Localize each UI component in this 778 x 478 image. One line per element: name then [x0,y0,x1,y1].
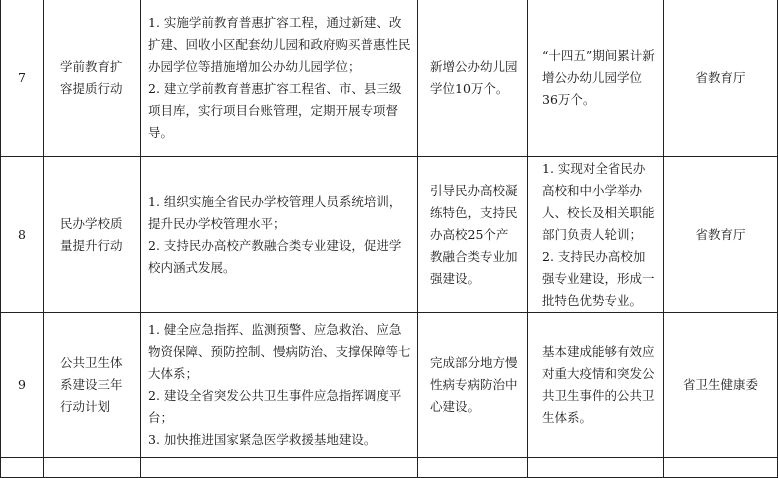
effect-item: 1. 实现对全省民办高校和中小学举办人、校长及相关职能部门负责人轮训； [542,160,655,242]
empty-cell [1,458,44,478]
target-goal: 完成部分地方慢性病专病防治中心建设。 [418,313,528,458]
task-item: 3. 加快推进国家紧急医学救援基地建设。 [148,432,377,447]
table-row [1,0,778,157]
row-number: 7 [1,0,44,157]
row-number: 8 [1,157,44,313]
action-name: 学前教育扩容提质行动 [44,0,141,157]
effect-item: “十四五”期间累计新增公办幼儿园学位36万个。 [542,48,655,107]
task-item: 1. 健全应急指挥、监测预警、应急救治、应急物资保障、预防控制、慢病防治、支撑保障等七大体系； [148,322,411,381]
task-item: 2. 建设全省突发公共卫生事件应急指挥调度平台； [148,388,402,425]
effect-item: 基本建成能够有效应对重大疫情和突发公共卫生事件的公共卫生体系。 [542,344,655,425]
expected-effect [528,313,664,458]
task-list [141,313,418,458]
table-row [1,157,778,313]
responsible-department: 省教育厅 [664,0,778,157]
task-item: 2. 建立学前教育普惠扩容工程省、市、县三级项目库，实行项目台账管理，定期开展专项督导。 [148,81,402,140]
empty-cell [528,458,664,478]
task-item: 2. 支持民办高校产教融合类专业建设，促进学校内涵式发展。 [148,237,402,275]
table-row [1,458,778,478]
table-row [1,313,778,458]
empty-cell [44,458,141,478]
empty-cell [664,458,778,478]
expected-effect [528,0,664,157]
task-list [141,0,418,157]
row-number: 9 [1,313,44,458]
action-name: 民办学校质量提升行动 [44,157,141,313]
task-item: 1. 组织实施全省民办学校管理人员系统培训，提升民办学校管理水平； [148,193,402,231]
responsible-department: 省教育厅 [664,157,778,313]
target-goal: 引导民办高校凝练特色，支持民办高校25个产教融合类专业加强建设。 [418,157,528,313]
task-item: 1. 实施学前教育普惠扩容工程，通过新建、改扩建、回收小区配套幼儿园和政府购买普惠性民办园学位等措施增加公办幼儿园学位； [148,15,411,74]
empty-cell [141,458,418,478]
expected-effect [528,157,664,313]
task-list [141,157,418,313]
target-goal: 新增公办幼儿园学位10万个。 [418,0,528,157]
effect-item: 2. 支持民办高校加强专业建设，形成一批特色优势专业。 [542,248,655,308]
responsible-department: 省卫生健康委 [664,313,778,458]
action-name: 公共卫生体系建设三年行动计划 [44,313,141,458]
empty-cell [418,458,528,478]
